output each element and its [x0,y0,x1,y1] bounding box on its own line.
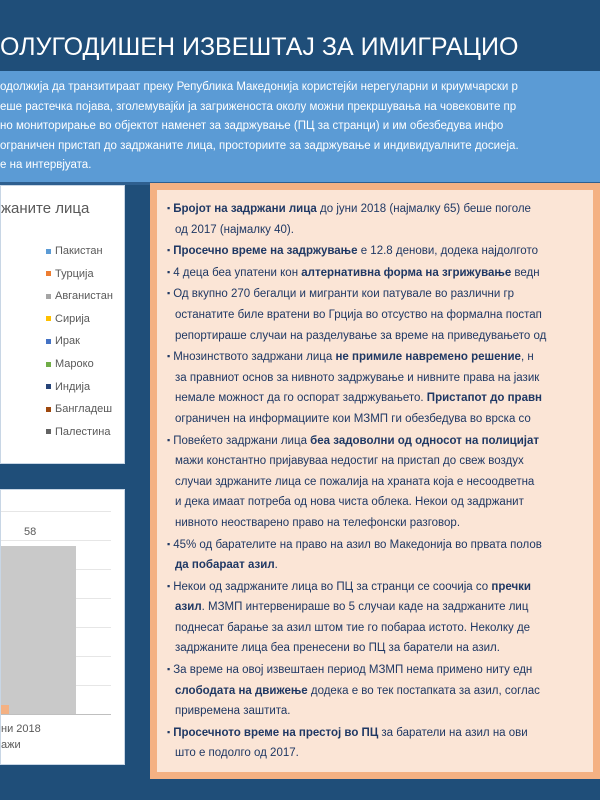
body-text: поднесат барање за азил штом тие го побараа истото. Неколку де [175,621,531,634]
legend-item [46,358,94,370]
legend-item [46,381,90,393]
emphasis-text: слободата на движење [175,684,308,697]
bullet-item [167,240,585,262]
body-text: Некои од задржаните лица во ПЦ за странци се соочија со [173,580,492,593]
intro-line: но мониторирање во објектот наменет за задржување (ПЦ за странци) и им обезбедува инфо [0,120,504,133]
legend-label: Турција [55,267,94,280]
pie-chart-title: жаните лица [1,200,90,217]
intro-band [0,71,600,185]
x-axis-label: ажи [1,739,21,751]
body-text: 45% од барателите на право на азил во Македонија во првата полов [173,538,542,551]
legend-label: Индија [55,380,91,393]
bullet-line [167,220,585,241]
legend-swatch [46,407,51,412]
body-text: . МЗМП интервенираше во 5 случаи каде на задржаните лиц [201,601,529,614]
body-text: од 2017 (најмалку 40). [175,223,294,236]
bullet-line [167,743,585,764]
bullet-line [167,492,585,513]
bullet-line [167,305,585,326]
legend-label: Палестина [55,425,111,438]
legend-item [46,268,94,280]
legend-swatch [46,316,51,321]
legend-swatch [46,384,51,389]
body-text: Мнозинството задржани лица [173,351,336,364]
bullet-item [167,576,585,598]
bullet-line [167,638,585,659]
legend-item [46,245,103,257]
bullet-line [167,326,585,347]
intro-line: ограничен пристап до задржаните лица, просториите за задржување и индивидуалните досиеја. [0,139,519,152]
bullet-line [167,555,585,576]
bullet-item [167,198,585,220]
bullet-item [167,534,585,556]
emphasis-text: да побараат азил [175,559,275,572]
findings-box [150,183,600,779]
legend-item [46,290,113,302]
legend-label: Мароко [55,358,94,370]
body-text: немале можност да го оспорат задржувањето. [175,392,427,405]
emphasis-text: пречки [491,580,531,593]
bullet-icon: ▪ [167,266,171,277]
bullet-line [167,701,585,722]
body-text: привремена заштита. [175,705,291,718]
page-title: ОЛУГОДИШЕН ИЗВЕШТАЈ ЗА ИМИГРАЦИО [0,33,519,61]
bullet-line [167,618,585,639]
pie-chart-panel [0,185,125,464]
legend-item [46,313,90,325]
legend-item [46,403,112,415]
bar-chart-panel [0,489,125,765]
x-axis-label: ни 2018 [1,723,41,735]
body-text: репортираше случаи на разделување за време на приведувањето од [175,329,547,342]
body-text: случаи здржаните лица се пожалија на храната која е несоодветна [175,475,535,488]
body-text: За време на овој извештаен период МЗМП нема примено ниту едн [173,664,533,677]
legend-label: Бангладеш [55,403,113,416]
bullet-line [167,513,585,534]
emphasis-text: не примиле навремено решение [335,351,521,364]
bullet-icon: ▪ [167,664,171,675]
intro-line: еше растечка појава, зголемувајќи ја загриженоста околу можни прекршувања на човековите пр [0,100,517,113]
bullet-item [167,722,585,744]
gridline [1,540,111,541]
bullet-icon: ▪ [167,726,171,737]
body-text: останатите биле вратени во Грција во отсуство на формална постап [175,308,542,321]
bullet-line [167,451,585,472]
bullet-icon: ▪ [167,538,171,549]
body-text: е 12.8 денови, додека најдолгото [357,245,538,258]
intro-line: одолжија да транзитираат преку Република Македонија користејќи нерегуларни и криумчарски р [0,81,518,93]
bullet-icon: ▪ [167,245,171,256]
bullet-line [167,472,585,493]
body-text: што е подолго од 2017. [175,747,299,760]
findings-list [167,198,585,764]
bullet-icon: ▪ [167,203,171,213]
bullet-icon: ▪ [167,288,171,299]
bullet-line [167,388,585,409]
body-text: Од вкупно 270 бегалци и мигранти кои патувале во различни гр [173,288,515,301]
body-text: Повеќето задржани лица [173,434,311,447]
body-text: за правниот основ за нивното задржување и нивните права на јазик [175,371,540,384]
legend-swatch [46,271,51,276]
legend-swatch [46,429,51,434]
bullet-item [167,659,585,681]
x-axis-line [1,714,111,715]
bullet-item [167,283,585,305]
emphasis-text: Просечно време на задржување [173,245,358,258]
legend-label: Сирија [55,312,90,325]
intro-line: е на интервјуата. [0,159,92,172]
legend-swatch [46,294,51,299]
bullet-line [167,368,585,389]
legend-swatch [46,249,51,254]
emphasis-text: беа задоволни од односот на полицијат [310,434,539,447]
body-text: до јуни 2018 (најмалку 65) беше поголе [316,203,531,215]
body-text: за баратели на азил на ови [378,726,528,739]
emphasis-text: Пристапот до правн [426,392,542,405]
body-text: додека е во тек постапката за азил, соглас [307,684,540,697]
gridline [1,511,111,512]
body-text: ведн [511,266,540,279]
legend-label: Пакистан [55,245,103,257]
emphasis-text: азил [175,601,202,614]
emphasis-text: Бројот на задржани лица [173,203,317,215]
body-text: мажи константно пријавуваа недостиг на пристап до свеж воздух [175,455,524,468]
legend-label: Авганистан [55,290,113,303]
bullet-item [167,262,585,284]
bullet-item [167,346,585,368]
body-text: нивното неостварено право на телефонски разговор. [175,516,461,529]
bar-gray [1,546,76,714]
legend-swatch [46,339,51,344]
body-text: задржаните лица беа пренесени во ПЦ за баратели на азил. [175,642,500,655]
bullet-line [167,597,585,618]
emphasis-text: Просечното време на престој во ПЦ [173,726,379,739]
body-text: и дека имаат потреба од нова чиста облека. Некои од задржанит [175,496,524,509]
body-text: . [274,559,278,572]
bar-data-label: 58 [24,526,37,538]
bullet-icon: ▪ [167,580,171,591]
bar-orange [1,705,9,714]
legend-label: Ирак [55,335,80,348]
body-text: ограничен на информациите кои МЗМП ги обезбедува во врска со [175,412,531,425]
bullet-line [167,409,585,430]
bullet-icon: ▪ [167,351,171,362]
emphasis-text: алтернативна форма на згрижување [301,266,512,279]
bullet-line [167,681,585,702]
legend-item [46,426,110,438]
body-text: , н [520,351,534,364]
bullet-item [167,430,585,452]
legend-item [46,335,80,347]
bullet-icon: ▪ [167,434,171,445]
body-text: 4 деца беа упатени кон [173,266,302,279]
legend-swatch [46,362,51,367]
